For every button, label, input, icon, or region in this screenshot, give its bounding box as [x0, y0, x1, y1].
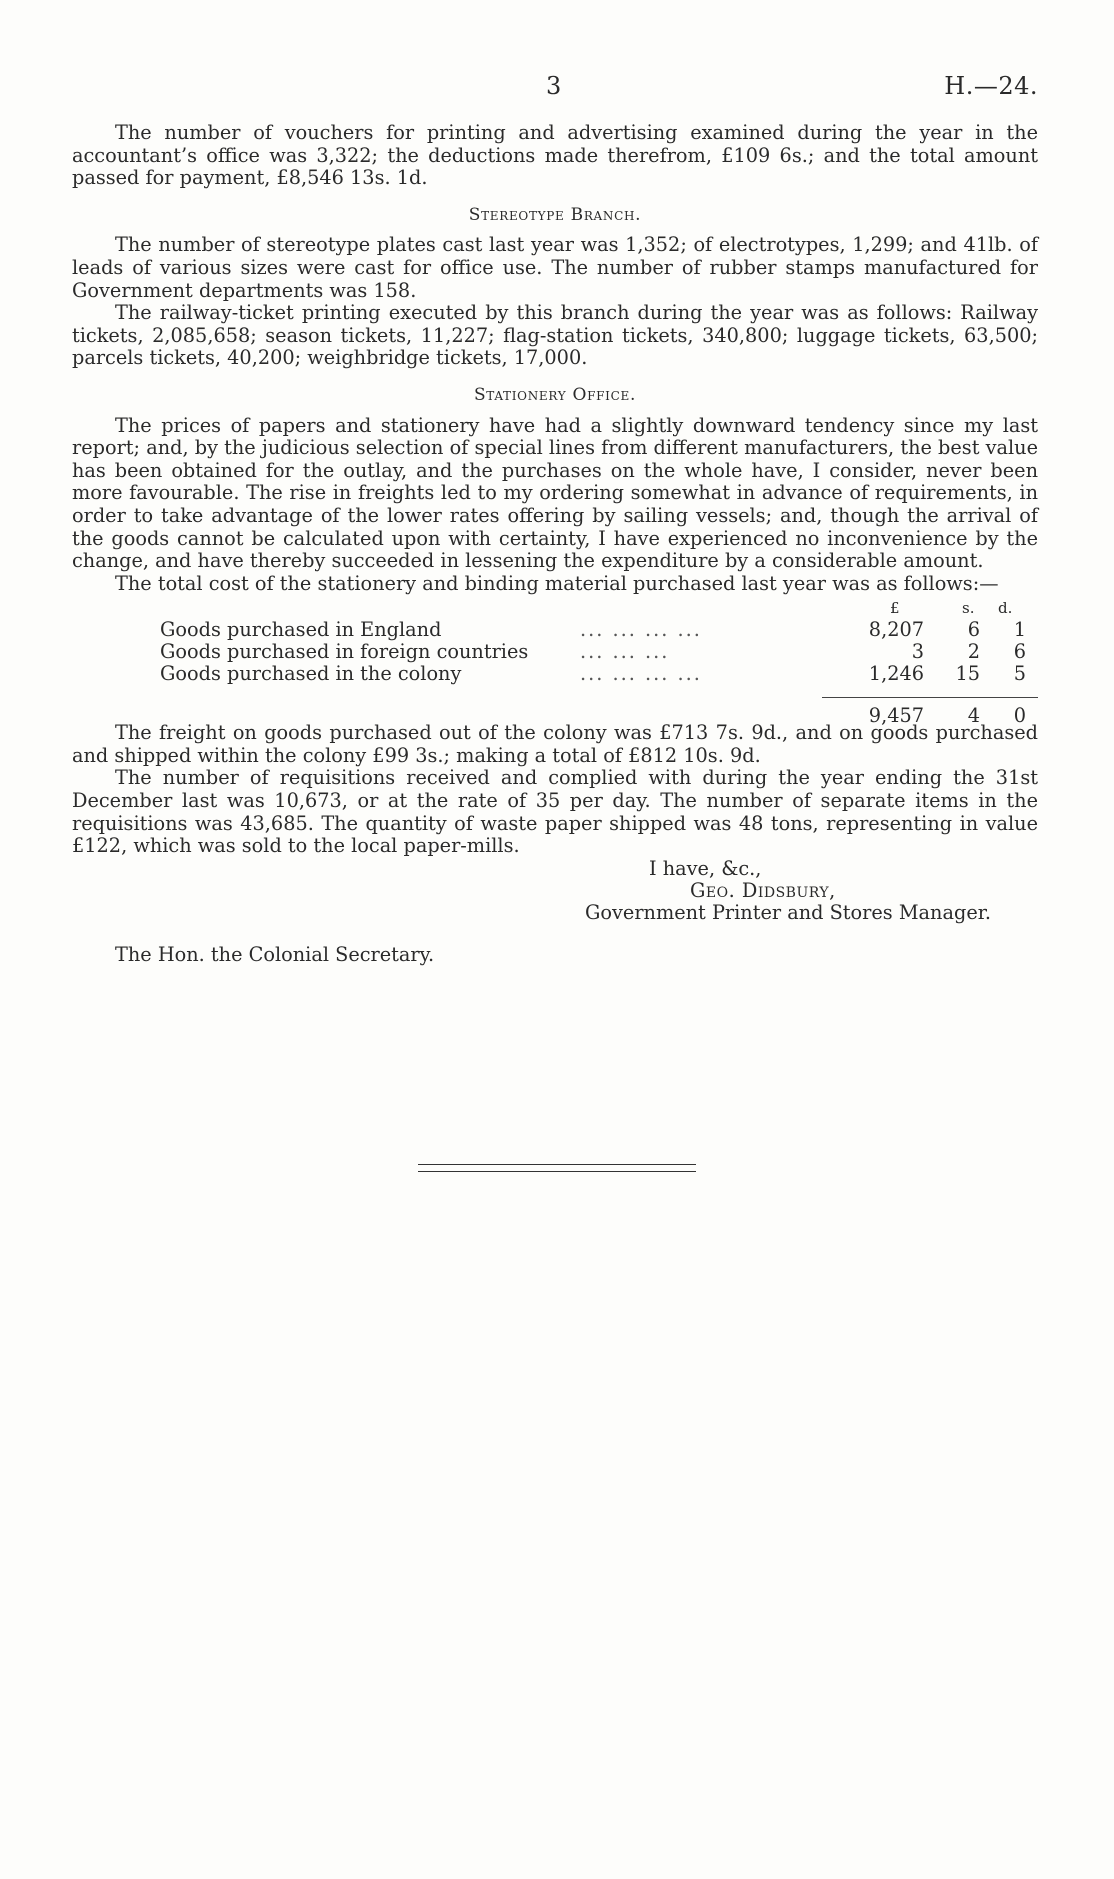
cost-table [72, 597, 1038, 728]
total-rule [822, 697, 1038, 698]
paragraph-total-cost-intro: The total cost of the stationery and binding material purchased last year was as follows:— [115, 571, 999, 595]
row-shillings: 6 [967, 618, 980, 642]
closing-double-rule [418, 1164, 696, 1172]
table-total-row [160, 705, 1038, 727]
row-shillings: 2 [967, 640, 980, 664]
signature-name: Geo. Didsbury, [690, 878, 836, 902]
row-label: Goods purchased in the colony [160, 662, 462, 686]
leader-dots: ... ... ... [580, 640, 670, 664]
letter-closing [72, 858, 1038, 924]
row-label: Goods purchased in England [160, 618, 442, 642]
document-reference: H.—24. [944, 72, 1038, 100]
column-header-pence: d. [998, 599, 1013, 618]
leader-dots: ... ... ... ... [580, 662, 702, 686]
row-pence: 6 [1013, 640, 1026, 664]
table-row [160, 663, 1038, 685]
heading-stationery-office: Stationery Office. [473, 384, 637, 405]
row-pence: 1 [1013, 618, 1026, 642]
paragraph-requisitions: The number of requisitions received and complied with during the year ending the 31st December last was 10,673, or at the rate of 35 per day. The number of separate items in the requisitions was 43,685. The quantity of waste paper shipped was 48 tons, representing in value £122, which was sold to the local paper-mills. [72, 766, 1038, 858]
page-number: 3 [546, 72, 562, 100]
row-pounds: 3 [911, 640, 924, 664]
page-header [0, 72, 1114, 102]
paragraph-stereotype-plates: The number of stereotype plates cast last year was 1,352; of electrotypes, 1,299; and 41lb. of leads of various sizes were cast for office use. The number of rubber stamps manufactured for Government departments was 158. [72, 233, 1038, 302]
leader-dots: ... ... ... ... [580, 618, 702, 642]
row-pounds: 1,246 [868, 662, 924, 686]
row-shillings: 15 [955, 662, 980, 686]
row-label: Goods purchased in foreign countries [160, 640, 529, 664]
paragraph-vouchers: The number of vouchers for printing and advertising examined during the year in the accountant’s office was 3,322; the deductions made therefrom, £109 6s.; and the total amount passed for payment, £8,546 13s. 1d. [72, 121, 1038, 190]
paragraph-freight: The freight on goods purchased out of the colony was £713 7s. 9d., and on goods purchased and shipped within the colony £99 3s.; making a total of £812 10s. 9d. [72, 721, 1038, 767]
salutation: I have, &c., [649, 856, 762, 880]
column-header-shillings: s. [962, 599, 975, 618]
total-shillings: 4 [967, 704, 980, 728]
column-header-pounds: £ [890, 599, 900, 618]
paragraph-railway-tickets: The railway-ticket printing executed by this branch during the year was as follows: Railway tickets, 2,085,658; season tickets, 11,227; flag-station tickets, 340,800; luggage tickets, 63,500; parcels tickets, 40,200; weighbridge tickets, 17,000. [72, 301, 1038, 370]
paragraph-stationery-prices: The prices of papers and stationery have had a slightly downward tendency since my last report; and, by the judicious selection of special lines from different manufacturers, the best value has been obtained for the outlay, and the purchases on the whole have, I consider, never been more favourable. The rise in freights led to my ordering somewhat in advance of requirements, in order to take advantage of the lower rates offering by sailing vessels; and, though the arrival of the goods cannot be calculated upon with certainty, I have experienced no inconvenience by the change, and have thereby succeeded in lessening the expenditure by a considerable amount. [72, 413, 1038, 573]
total-pence: 0 [1013, 704, 1026, 728]
addressee: The Hon. the Colonial Secretary. [115, 942, 435, 966]
table-row [160, 619, 1038, 641]
document-body [72, 122, 1038, 966]
heading-stereotype-branch: Stereotype Branch. [468, 204, 642, 225]
signature-title: Government Printer and Stores Manager. [585, 900, 991, 924]
table-row [160, 641, 1038, 663]
row-pence: 5 [1013, 662, 1026, 686]
total-pounds: 9,457 [868, 704, 924, 728]
row-pounds: 8,207 [868, 618, 924, 642]
